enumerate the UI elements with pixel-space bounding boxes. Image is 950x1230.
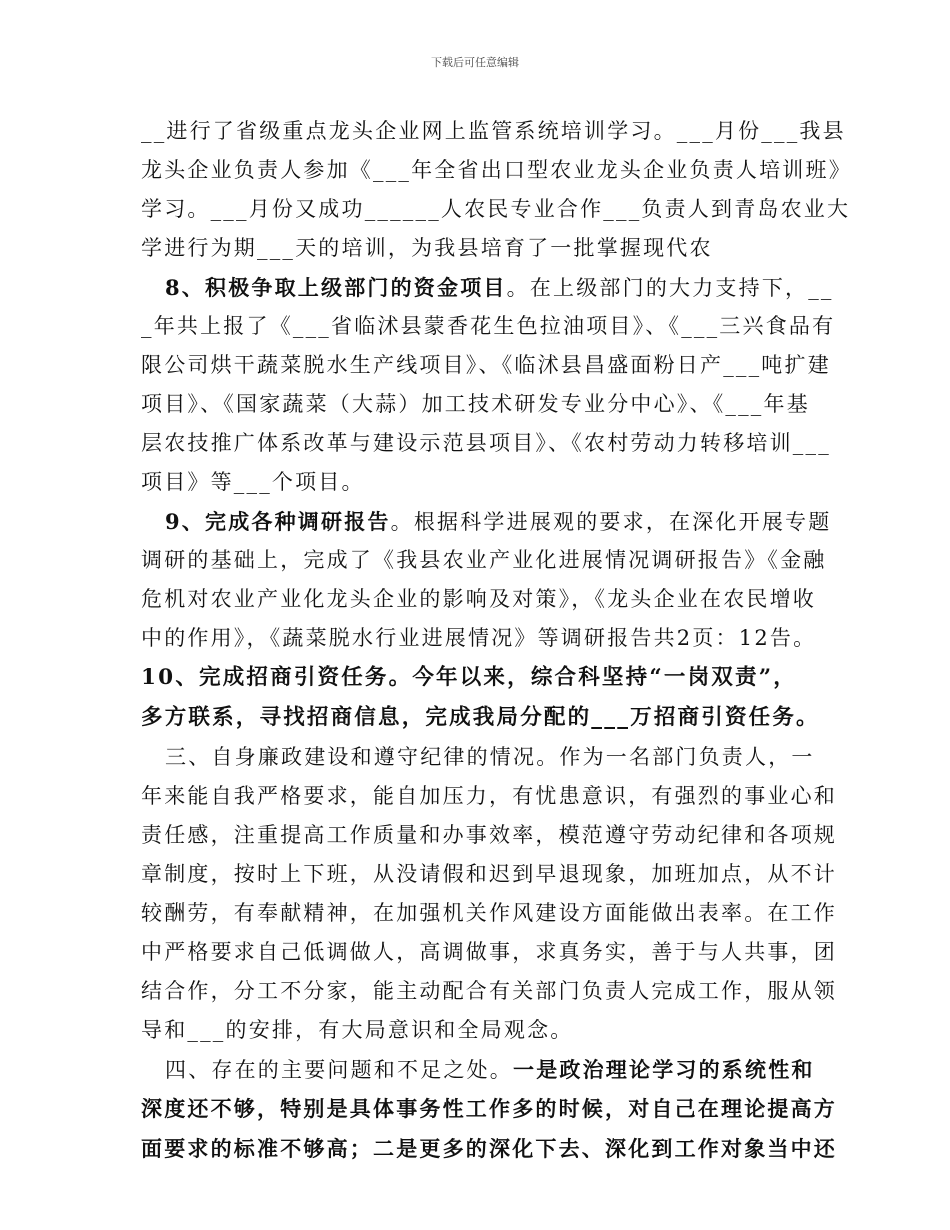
text-line-18: 年来能自我严格要求，能自加压力，有忧患意识，有强烈的事业心和 (141, 784, 837, 808)
text-line-23: 结合作，分工不分家，能主动配合有关部门负责人完成工作，服从领 (141, 979, 837, 1003)
text-line-2: 龙头企业负责人参加《___年全省出口型农业龙头企业负责人培训班》 (141, 158, 852, 182)
text-line-1: __进行了省级重点龙头企业网上监管系统培训学习。___月份___我县 (141, 119, 846, 143)
paragraph-9-text: 。根据科学进展观的要求，在深化开展专题 (390, 510, 832, 534)
text-line-22: 中严格要求自己低调做人，高调做事，求真务实，善于与人共事，团 (141, 940, 837, 964)
paragraph-10-line-1: 10、完成招商引资任务。今年以来，综合科坚持“一岗双责”， (141, 665, 797, 690)
paragraph-8-heading: 8、积极争取上级部门的资金项目 (165, 275, 507, 300)
text-line-12: 调研的基础上，完成了《我县农业产业化进展情况调研报告》《金融 (141, 548, 827, 572)
text-line-10: 项目》等___个项目。 (141, 470, 365, 494)
page-header: 下载后可任意编辑 (431, 56, 519, 69)
text-line-26: 深度还不够，特别是具体事务性工作多的时候，对自己在理论提高方 (141, 1096, 837, 1121)
text-line-7: 限公司烘干蔬菜脱水生产线项目》、《临沭县昌盛面粉日产___吨扩建 (141, 353, 831, 377)
paragraph-9-heading: 9、完成各种调研报告 (165, 509, 391, 534)
text-line-19: 责任感，注重提高工作质量和办事效率，模范遵守劳动纪律和各项规 (141, 823, 837, 847)
section-4-first-line (141, 1050, 816, 1089)
section-4-bold-text: 一是政治理论学习的系统性和 (513, 1057, 815, 1082)
text-line-8: 项目》、《国家蔬菜（大蒜）加工技术研发专业分中心》、《___年基 (141, 392, 810, 416)
document-body (141, 112, 852, 1169)
paragraph-9-first-line (141, 502, 832, 541)
text-line-4: 学进行为期___天的培训，为我县培育了一批掌握现代农 (141, 236, 713, 260)
text-line-27: 面要求的标准不够高；二是更多的深化下去、深化到工作对象当中还 (141, 1136, 837, 1161)
text-line-24: 导和___的安排，有大局意识和全局观念。 (141, 1018, 574, 1042)
text-line-6: _年共上报了《___省临沭县蒙香花生色拉油项目》、《___三兴食品有 (141, 314, 836, 338)
paragraph-10-line-2: 多方联系，寻找招商信息，完成我局分配的___万招商引资任务。 (141, 705, 820, 730)
paragraph-8-text: 。在上级部门的大力支持下，__ (506, 276, 834, 300)
text-line-9: 层农技推广体系改革与建设示范县项目》、《农村劳动力转移培训___ (141, 431, 831, 455)
text-line-21: 较酬劳，有奉献精神，在加强机关作风建设方面能做出表率。在工作 (141, 901, 837, 925)
text-line-13: 危机对农业产业化龙头企业的影响及对策》，《龙头企业在农民增收 (141, 587, 816, 611)
section-4-heading: 四、存在的主要问题和不足之处。 (165, 1058, 513, 1082)
text-line-3: 学习。___月份又成功______人农民专业合作___负责人到青岛农业大 (141, 197, 851, 221)
text-line-14: 中的作用》，《蔬菜脱水行业进展情况》等调研报告共2页：12告。 (141, 626, 817, 650)
text-line-20: 章制度，按时上下班，从没请假和迟到早退现象，加班加点，从不计 (141, 862, 837, 886)
paragraph-8-first-line (141, 268, 834, 307)
section-3-first-line: 三、自身廉政建设和遵守纪律的情况。作为一名部门负责人，一 (165, 745, 815, 769)
